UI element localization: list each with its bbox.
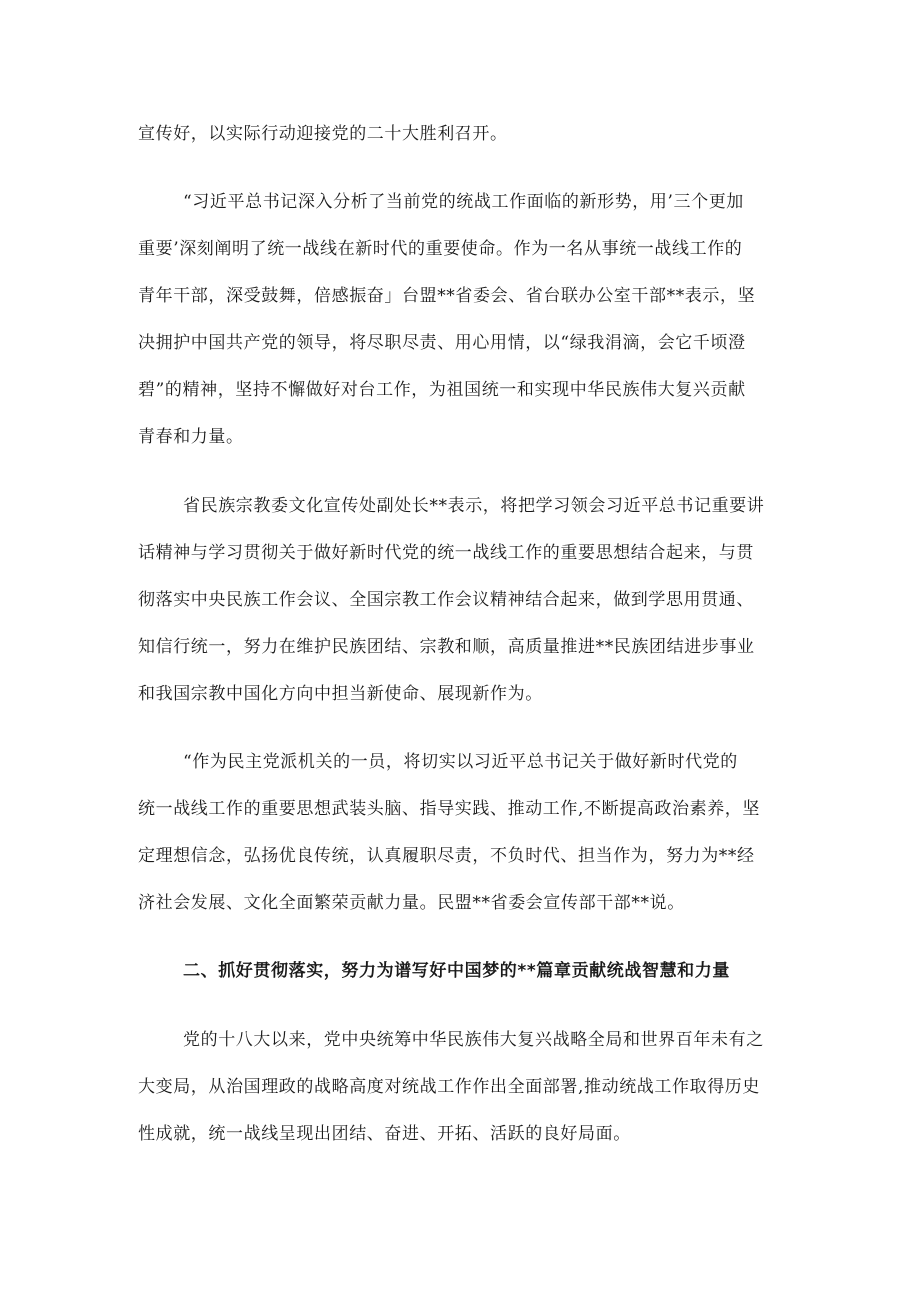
text-line: 话精神与学习贯彻关于做好新时代党的统一战线工作的重要思想结合起来，与贯 <box>138 543 754 563</box>
text-line: 重要’深刻阐明了统一战线在新时代的重要使命。作为一名从事统一战线工作的 <box>138 239 743 259</box>
text-line: 和我国宗教中国化方向中担当新使命、展现新作为。 <box>138 684 543 704</box>
text-line: 济社会发展、文化全面繁荣贡献力量。民盟**省委会宣传部干部**说。 <box>138 893 685 913</box>
text-line: 定理想信念，弘扬优良传统，认真履职尽责，不负时代、担当作为，努力为**经 <box>138 846 755 866</box>
text-line: 知信行统一，努力在维护民族团结、宗教和顺，高质量推进**民族团结进步事业 <box>138 637 755 657</box>
text-line: 大变局，从治国理政的战略高度对统战工作作出全面部署,推动统战工作取得历史 <box>138 1077 761 1097</box>
text-line: 决拥护中国共产党的领导，将尽职尽责、用心用情，以“绿我涓滴，会它千顷澄 <box>138 333 746 353</box>
text-line: 彻落实中央民族工作会议、全国宗教工作会议精神结合起来，做到学思用贯通、 <box>138 590 754 610</box>
text-line: 党的十八大以来，党中央统筹中华民族伟大复兴战略全局和世界百年未有之 <box>183 1030 764 1050</box>
heading-text: 二、抓好贯彻落实，努力为谱写好中国梦的**篇章贡献统战智慧和力量 <box>183 961 730 981</box>
text-line: 碧”的精神，坚持不懈做好对台工作，为祖国统一和实现中华民族伟大复兴贡献 <box>138 380 746 400</box>
text-line: “习近平总书记深入分析了当前党的统战工作面临的新形势，用’三个更加 <box>183 192 744 212</box>
text-line: 统一战线工作的重要思想武装头脑、指导实践、推动工作,不断提高政治素养，坚 <box>138 799 761 819</box>
text-line: “作为民主党派机关的一员，将切实以习近平总书记关于做好新时代党的 <box>183 752 738 772</box>
text-line: 宣传好，以实际行动迎接党的二十大胜利召开。 <box>138 124 508 144</box>
text-line: 省民族宗教委文化宣传处副处长**表示，将把学习领会习近平总书记重要讲 <box>183 496 765 516</box>
text-line: 青春和力量。 <box>138 427 244 447</box>
text-line: 性成就，统一战线呈现出团结、奋进、开拓、活跃的良好局面。 <box>138 1124 631 1144</box>
text-line: 青年干部，深受鼓舞，倍感振奋」台盟**省委会、省台联办公室干部**表示，坚 <box>138 286 756 306</box>
